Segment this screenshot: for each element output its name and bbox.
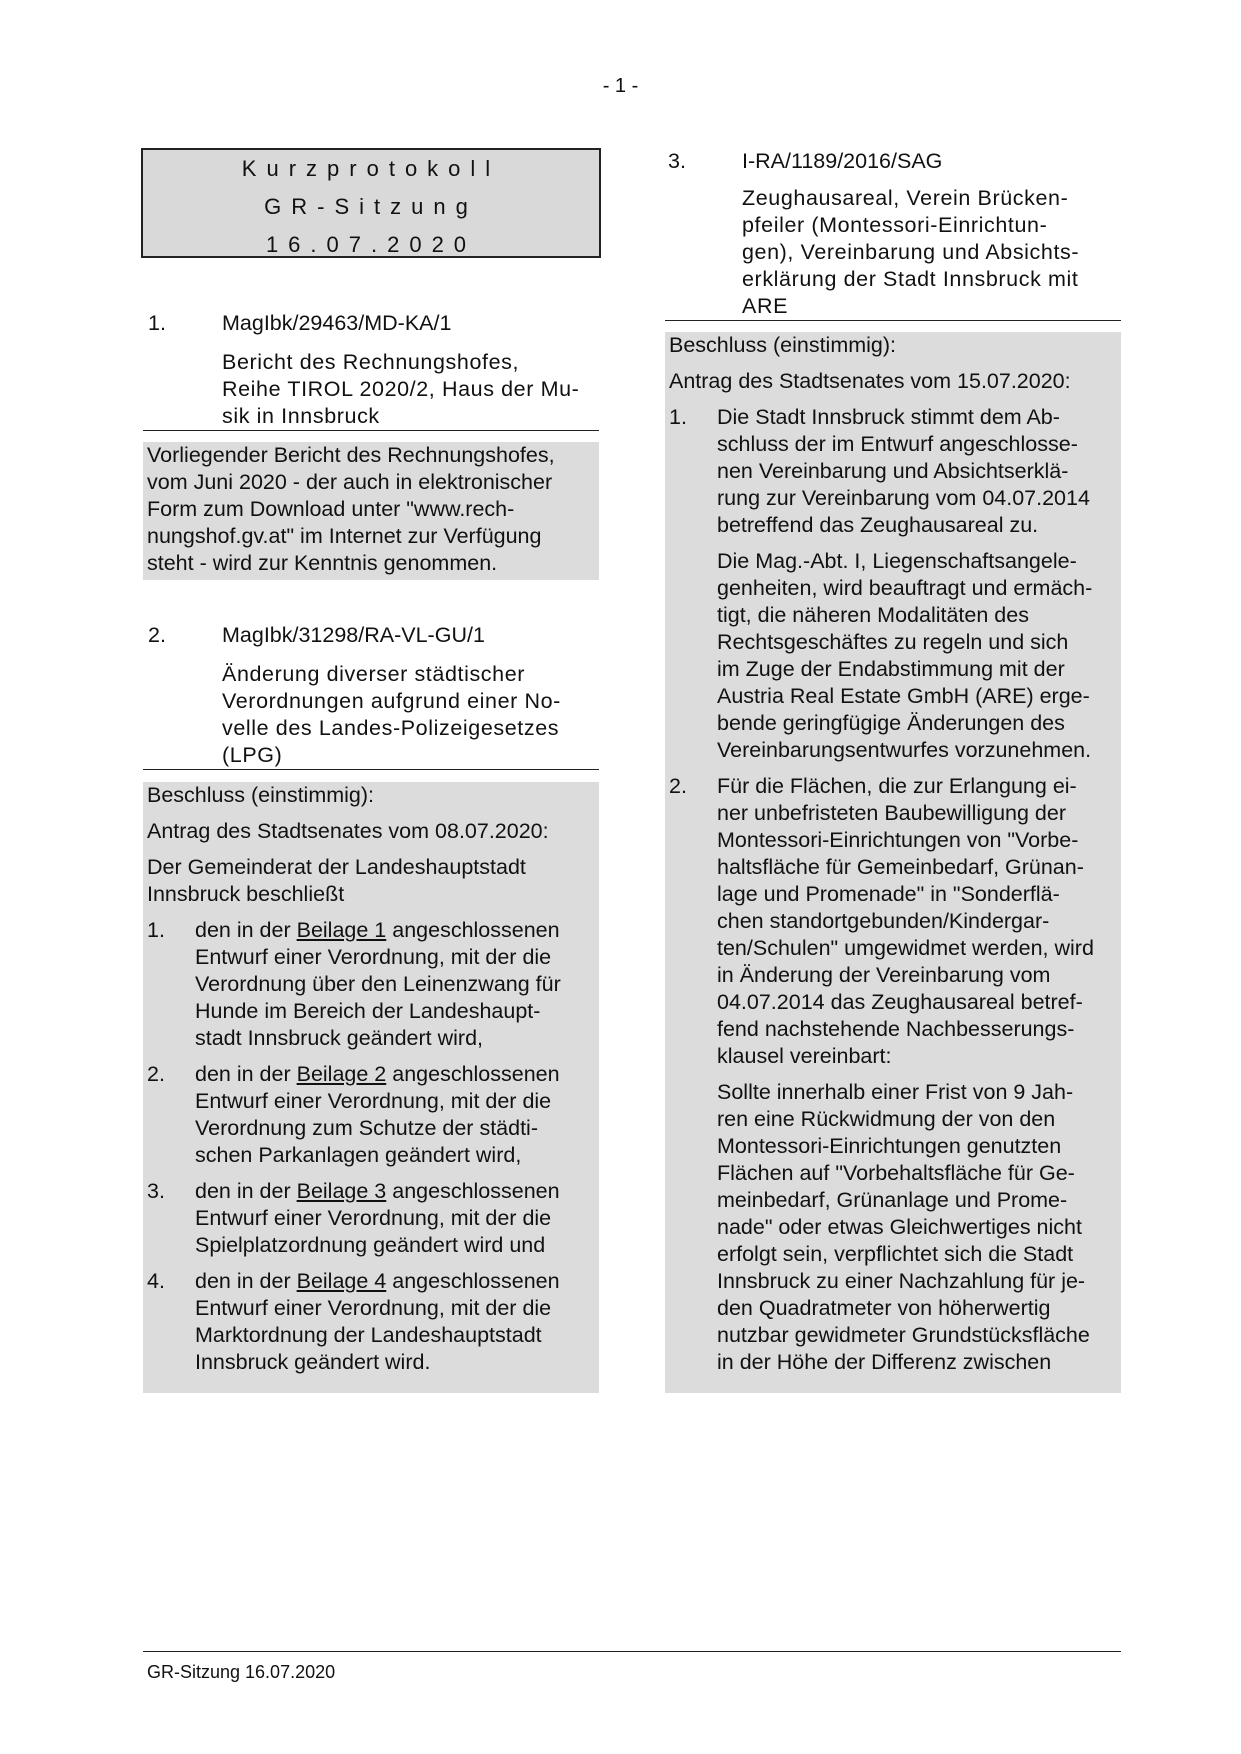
item2-point-text: den in der — [195, 1269, 297, 1293]
item3-point-line: betreffend das Zeughausareal zu. — [717, 513, 1039, 537]
item2-point-number: 2. — [147, 1062, 165, 1086]
item3-point-line: Austria Real Estate GmbH (ARE) erge- — [717, 684, 1090, 708]
item1-body-line: steht - wird zur Kenntnis genommen. — [147, 551, 498, 575]
item3-point-line: bende geringfügige Änderungen des — [717, 711, 1065, 735]
item2-intro — [147, 854, 599, 908]
footer-rule — [143, 1651, 1121, 1652]
item3-title-line: gen), Vereinbarung und Absichts- — [742, 240, 1080, 264]
item2-reference: MagIbk/31298/RA-VL-GU/1 — [222, 623, 485, 647]
item2-point-4 — [147, 1268, 599, 1376]
item1-resolution — [143, 442, 599, 580]
item3-rule — [665, 320, 1121, 321]
item1-title-line: Reihe TIROL 2020/2, Haus der Mu- — [222, 377, 580, 401]
beilage-2-link[interactable]: Beilage 2 — [296, 1062, 387, 1086]
item2-point-line: Entwurf einer Verordnung, mit der die — [195, 1296, 552, 1320]
item2-point-line: Spielplatzordnung geändert wird und — [195, 1233, 546, 1257]
item3-point-line: ner unbefristeten Baubewilligung der — [717, 801, 1067, 825]
item3-point-line: nutzbar gewidmeter Grundstücksfläche — [717, 1323, 1090, 1347]
item2-point-line: Hunde im Bereich der Landeshaupt- — [195, 999, 541, 1023]
beilage-4-link[interactable]: Beilage 4 — [296, 1269, 387, 1293]
title-line-sitzung: GR-Sitzung — [264, 194, 478, 219]
item3-number: 3. — [668, 149, 686, 173]
item2-point-text: angeschlossenen — [386, 1062, 560, 1086]
item3-title-line: ARE — [742, 294, 789, 318]
item2-point-line: Marktordnung der Landeshauptstadt — [195, 1323, 542, 1347]
item1-title-line: Bericht des Rechnungshofes, — [222, 350, 520, 374]
item3-point-line: lage und Promenade" in "Sonderflä- — [717, 882, 1060, 906]
item2-point-line: stadt Innsbruck geändert wird, — [195, 1026, 484, 1050]
item1-body-line: Form zum Download unter "www.rech- — [147, 497, 515, 521]
item2-beschluss: Beschluss (einstimmig): — [147, 783, 374, 807]
item2-point-number: 4. — [147, 1269, 165, 1293]
item2-rule — [143, 769, 599, 770]
item2-point-number: 1. — [147, 918, 165, 942]
item3-point-line: im Zuge der Endabstimmung mit der — [717, 657, 1065, 681]
item3-point-line: den Quadratmeter von höherwertig — [717, 1296, 1051, 1320]
item3-point-line: nen Vereinbarung und Absichtserklä- — [717, 459, 1069, 483]
item2-point-3 — [147, 1178, 599, 1259]
item3-point-line: erfolgt sein, verpflichtet sich die Stadt — [717, 1242, 1074, 1266]
item3-point-line: ren eine Rückwidmung der von den — [717, 1107, 1056, 1131]
item2-intro-line: Der Gemeinderat der Landeshauptstadt — [147, 855, 526, 879]
item3-point-line: genheiten, wird beauftragt und ermäch- — [717, 576, 1093, 600]
item2-title-line: Verordnungen aufgrund einer No- — [222, 689, 561, 713]
item2-title-line: Änderung diverser städtischer — [222, 662, 526, 686]
item3-point-line: Montessori-Einrichtungen von "Vorbe- — [717, 828, 1079, 852]
item3-point-line: in der Höhe der Differenz zwischen — [717, 1350, 1052, 1374]
item2-point-2 — [147, 1061, 599, 1169]
item2-point-1 — [147, 917, 599, 1052]
item2-point-line: Verordnung über den Leinenzwang für — [195, 972, 561, 996]
title-line-date: 16.07.2020 — [265, 232, 477, 257]
item3-point-number: 2. — [669, 774, 687, 798]
page-number: - 1 - — [602, 75, 639, 97]
item3-point-2 — [669, 773, 1121, 1376]
item3-point-number: 1. — [669, 405, 687, 429]
item1-body-line: nungshof.gv.at" im Internet zur Verfügung — [147, 524, 542, 548]
item2-antrag: Antrag des Stadtsenates vom 08.07.2020: — [147, 819, 549, 843]
item1-rule — [143, 430, 599, 431]
item3-point-line: 04.07.2014 das Zeughausareal betref- — [717, 990, 1083, 1014]
item3-point-line: chen standortgebunden/Kindergar- — [717, 909, 1050, 933]
item1-title-line: sik in Innsbruck — [222, 404, 380, 428]
item3-title-line: erklärung der Stadt Innsbruck mit — [742, 267, 1079, 291]
item3-point-line: Rechtsgeschäftes zu regeln und sich — [717, 630, 1069, 654]
item3-point-line: Vereinbarungsentwurfes vorzunehmen. — [717, 738, 1092, 762]
item3-antrag: Antrag des Stadtsenates vom 15.07.2020: — [669, 369, 1071, 393]
item3-point-line: Für die Flächen, die zur Erlangung ei- — [717, 774, 1077, 798]
item3-resolution — [665, 332, 1121, 1393]
item3-title — [742, 185, 1122, 320]
item3-title-line: Zeughausareal, Verein Brücken- — [742, 186, 1069, 210]
item2-point-line: schen Parkanlagen geändert wird, — [195, 1143, 522, 1167]
item3-point-line: Flächen auf "Vorbehaltsfläche für Ge- — [717, 1161, 1075, 1185]
beilage-3-link[interactable]: Beilage 3 — [296, 1179, 387, 1203]
item3-title-line: pfeiler (Montessori-Einrichtun- — [742, 213, 1048, 237]
item1-reference: MagIbk/29463/MD-KA/1 — [222, 311, 452, 335]
item2-point-line: Entwurf einer Verordnung, mit der die — [195, 945, 552, 969]
item1-title — [222, 349, 602, 430]
item2-point-text: den in der — [195, 918, 297, 942]
item3-beschluss: Beschluss (einstimmig): — [669, 333, 896, 357]
item2-title-line: (LPG) — [222, 743, 283, 767]
item2-title — [222, 661, 602, 769]
item3-point-line: ten/Schulen" umgewidmet werden, wird — [717, 936, 1094, 960]
item1-body-line: vom Juni 2020 - der auch in elektronischer — [147, 470, 553, 494]
item3-point-line: fend nachstehende Nachbesserungs- — [717, 1017, 1075, 1041]
item1-body-line: Vorliegender Bericht des Rechnungshofes, — [147, 443, 555, 467]
item2-resolution — [143, 782, 599, 1393]
item3-point-line: Sollte innerhalb einer Frist von 9 Jah- — [717, 1080, 1074, 1104]
item3-point-line: nade" oder etwas Gleichwertiges nicht — [717, 1215, 1082, 1239]
item3-point-line: haltsfläche für Gemeinbedarf, Grünan- — [717, 855, 1084, 879]
item3-point-line: Die Stadt Innsbruck stimmt dem Ab- — [717, 405, 1060, 429]
item3-point-line: klausel vereinbart: — [717, 1044, 892, 1068]
item2-title-line: velle des Landes-Polizeigesetzes — [222, 716, 560, 740]
item2-point-line: Entwurf einer Verordnung, mit der die — [195, 1089, 552, 1113]
item3-point-line: tigt, die näheren Modalitäten des — [717, 603, 1029, 627]
item2-point-number: 3. — [147, 1179, 165, 1203]
item3-point-line: Montessori-Einrichtungen genutzten — [717, 1134, 1062, 1158]
footer-text: GR-Sitzung 16.07.2020 — [147, 1662, 336, 1682]
item2-number: 2. — [148, 623, 166, 647]
item2-point-text: den in der — [195, 1062, 297, 1086]
item2-point-text: den in der — [195, 1179, 297, 1203]
item3-point-line: Innsbruck zu einer Nachzahlung für je- — [717, 1269, 1086, 1293]
item2-point-text: angeschlossenen — [386, 918, 560, 942]
item3-point-line: Die Mag.-Abt. I, Liegenschaftsangele- — [717, 549, 1077, 573]
item2-point-line: Verordnung zum Schutze der städti- — [195, 1116, 538, 1140]
item2-intro-line: Innsbruck beschließt — [147, 882, 345, 906]
item3-point-1 — [669, 404, 1121, 764]
item2-point-line: Innsbruck geändert wird. — [195, 1350, 431, 1374]
item2-point-text: angeschlossenen — [386, 1269, 560, 1293]
title-line-kurzprotokoll: Kurzprotokoll — [241, 156, 501, 181]
item3-point-line: meinbedarf, Grünanlage und Prome- — [717, 1188, 1068, 1212]
item3-reference: I-RA/1189/2016/SAG — [742, 149, 943, 173]
item1-number: 1. — [148, 311, 166, 335]
item3-point-line: schluss der im Entwurf angeschlosse- — [717, 432, 1078, 456]
item3-point-line: in Änderung der Vereinbarung vom — [717, 963, 1051, 987]
item3-point-line: rung zur Vereinbarung vom 04.07.2014 — [717, 486, 1090, 510]
document-title-box — [141, 148, 601, 258]
item2-point-text: angeschlossenen — [386, 1179, 560, 1203]
item2-point-line: Entwurf einer Verordnung, mit der die — [195, 1206, 552, 1230]
beilage-1-link[interactable]: Beilage 1 — [296, 918, 387, 942]
